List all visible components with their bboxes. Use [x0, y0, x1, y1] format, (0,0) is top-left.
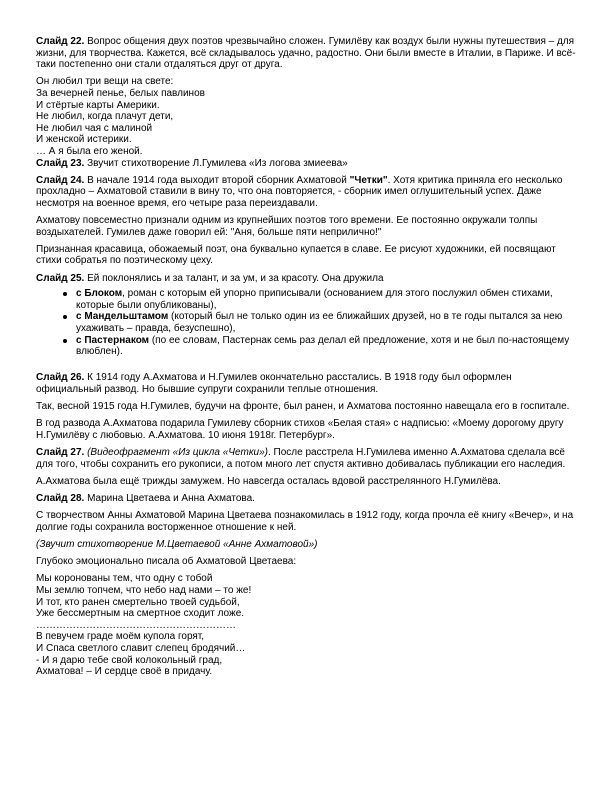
- slide-28-poem-note: (Звучит стихотворение М.Цветаевой «Анне Ахматовой»): [36, 539, 318, 551]
- slide-24-text-before: В начале 1914 года выходит второй сборник Ахматовой: [84, 174, 350, 186]
- list-item-name: с Мандельштамом: [76, 311, 169, 323]
- poem-line: … А я была его женой.: [36, 145, 143, 157]
- poem-separator: ……………………………………………………: [36, 619, 236, 631]
- document-page: [36, 36, 578, 678]
- list-item-name: с Блоком: [76, 288, 123, 300]
- slide-23-paragraph: [36, 158, 578, 170]
- poem-line: Ахматова! – И сердце своё в придачу.: [36, 666, 213, 678]
- slide-25-label: Слайд 25.: [36, 272, 85, 284]
- slide-24-paragraph-3: Признанная красавица, обожаемый поэт, она буквально купается в славе. Ее рисуют художники, ей посвящают стихи собратья по поэтическому цеху.: [36, 243, 556, 267]
- poem-line: И Спаса светлого славит слепец бродячий…: [36, 643, 246, 655]
- slide-28-text: Марина Цветаева и Анна Ахматова.: [84, 493, 255, 505]
- slide-23-label: Слайд 23.: [36, 157, 85, 169]
- poem-line: Мы коронованы тем, что одну с тобой: [36, 573, 213, 585]
- slide-25-text: Ей поклонялись и за талант, и за ум, и за красоту. Она дружила: [84, 272, 384, 284]
- slide-27-text: . После расстрела Н.Гумилева именно А.Ахматова сделала всё для того, чтобы сохранить его рукописи, а потом много лет спустя активно добивалась публикации его наследия.: [36, 447, 566, 470]
- list-item: [76, 335, 578, 358]
- poem-line: Он любил три вещи на свете:: [36, 76, 174, 88]
- slide-26-paragraph: [36, 372, 578, 395]
- slide-24-label: Слайд 24.: [36, 174, 85, 186]
- slide-24-text-after: . Хотя критика приняла его несколько прохладно – Ахматовой ставили в вину то, что она повторяется, - сборник имел оглушительный успех. Даже несмотря на военное время, его четыре раза переиздавали.: [36, 174, 563, 209]
- poem-gumilev: [36, 76, 578, 157]
- list-item: [76, 288, 578, 311]
- slide-24-book-title: "Четки": [349, 174, 388, 186]
- slide-24-paragraph: [36, 175, 578, 210]
- slide-24-paragraph-2: Ахматову повсеместно признали одним из крупнейших поэтов того времени. Ее постоянно окружали толпы воздыхателей. Гумилев даже говорил ей: "Аня, больше пяти неприлично!": [36, 215, 538, 238]
- poem-line: За вечерней пенье, белых павлинов: [36, 87, 205, 99]
- list-item-name: с Пастернаком: [76, 334, 150, 346]
- list-item-text: (который был не только один из ее ближайших друзей, но в те годы пытался за нею ухаживать – правда, безуспешно),: [76, 311, 563, 335]
- poem-line: И тот, кто ранен смертельно твоей судьбой,: [36, 596, 240, 608]
- poem-line: И стёртые карты Америки.: [36, 99, 160, 111]
- poem-line: Мы землю топчем, что небо над нами – то же!: [36, 585, 252, 597]
- slide-23-text: Звучит стихотворение Л.Гумилева «Из логова змиеева»: [84, 157, 348, 169]
- slide-27-paragraph-2: А.Ахматова была ещё трижды замужем. Но навсегда осталась вдовой расстрелянного Н.Гумилёва.: [36, 475, 501, 487]
- slide-22-paragraph: [36, 36, 578, 71]
- poem-line: Не любил, когда плачут дети,: [36, 111, 174, 123]
- slide-22-text: Вопрос общения двух поэтов чрезвычайно сложен. Гумилёву как воздух были нужны путешествия – для жизни, для творчества. Кажется, всё складывалось удачно, радостно. Они были вместе в Италии, в Париже. И всё-таки постепенно они стали отдаляться друг от друга.: [36, 36, 576, 71]
- list-item-text: , роман с которым ей упорно приписывали (основанием для этого послужил обмен стихами, которые были опубликованы),: [76, 288, 553, 311]
- slide-28-paragraph-4: Глубоко эмоционально писала об Ахматовой Цветаева:: [36, 556, 297, 568]
- friends-list: [36, 288, 578, 358]
- slide-22-label: Слайд 22.: [36, 36, 85, 47]
- slide-26-label: Слайд 26.: [36, 372, 85, 384]
- slide-26-paragraph-2: Так, весной 1915 года Н.Гумилев, будучи на фронте, был ранен, и Ахматова постоянно навещала его в госпитале.: [36, 401, 570, 413]
- slide-27-video-note: (Видеофрагмент «Из цикла «Четки»): [84, 447, 268, 459]
- poem-line: Не любил чая с малиной: [36, 122, 153, 134]
- slide-28-paragraph: [36, 493, 578, 505]
- poem-line: И женской истерики.: [36, 134, 132, 146]
- poem-line: - И я дарю тебе свой колокольный град,: [36, 654, 223, 666]
- slide-27-paragraph: [36, 447, 578, 470]
- poem-line: Уже бессмертным на смертное сходит ложе.: [36, 608, 245, 620]
- slide-26-text: К 1914 году А.Ахматова и Н.Гумилев окончательно расстались. В 1918 году был оформлен официальный развод. Но бывшие супруги сохранили теплые отношения.: [36, 372, 512, 395]
- list-item-text: (по ее словам, Пастернак семь раз делал ей предложение, хотя и не был по-настоящему влюблен).: [76, 334, 570, 358]
- slide-26-paragraph-3: В год развода А.Ахматова подарила Гумилеву сборник стихов «Белая стая» с надписью: «Моему дорогому другу Н.Гумилёву с любовью. А.Ахматова. 10 июня 1918г. Петербург».: [36, 418, 564, 441]
- list-item: [76, 311, 578, 334]
- slide-28-label: Слайд 28.: [36, 493, 85, 505]
- slide-27-label: Слайд 27.: [36, 447, 85, 459]
- slide-25-paragraph: [36, 273, 578, 285]
- slide-28-paragraph-2: С творчеством Анны Ахматовой Марина Цветаева познакомилась в 1912 году, когда прочла её книгу «Вечер», и на долгие годы сохранила восторженное отношение к ней.: [36, 510, 574, 533]
- poem-line: В певучем граде моём купола горят,: [36, 631, 205, 643]
- poem-tsvetaeva: [36, 573, 578, 677]
